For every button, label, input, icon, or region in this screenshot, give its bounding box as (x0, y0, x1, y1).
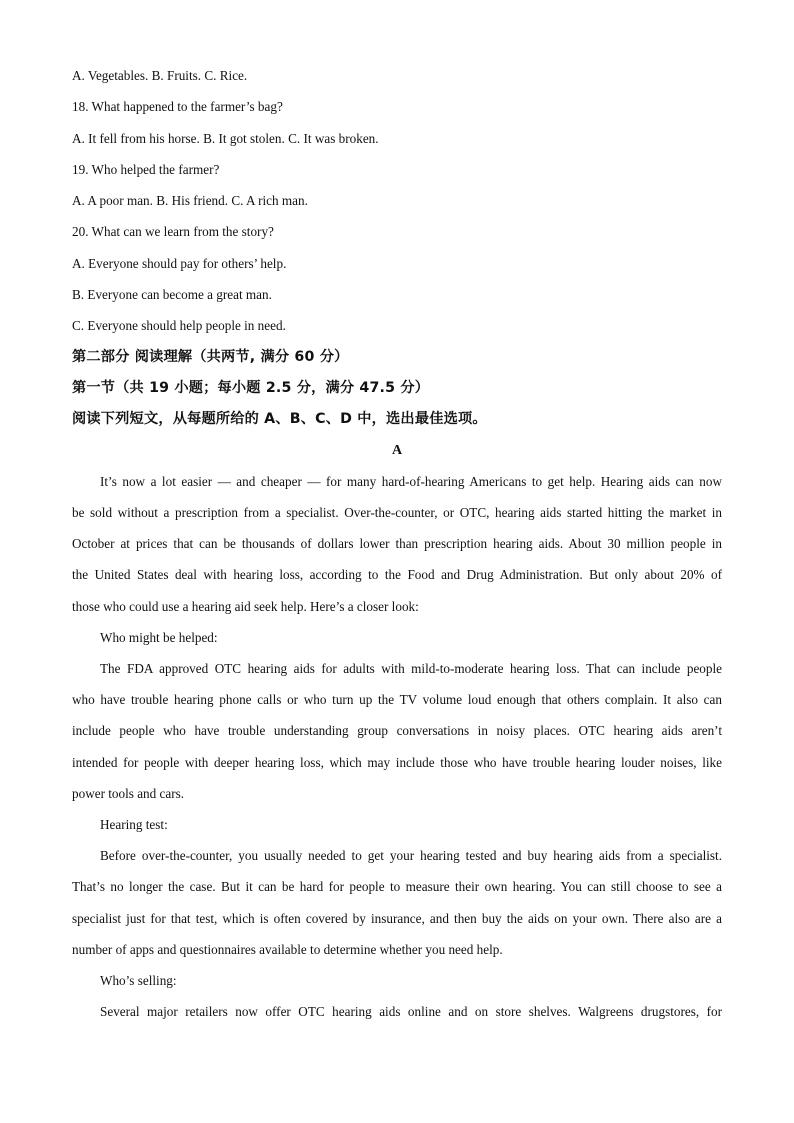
passage-line: The FDA approved OTC hearing aids for adults with mild-to-moderate hearing loss. That can include people (100, 661, 722, 676)
q17-options: A. Vegetables. B. Fruits. C. Rice. (72, 68, 248, 83)
passage-line: intended for people with deeper hearing loss, which may include those who have trouble hearing louder noises, like (72, 755, 722, 770)
passage-line: be sold without a prescription from a specialist. Over-the-counter, or OTC, hearing aids started hitting the market in (72, 505, 722, 520)
q18-question: 18. What happened to the farmer’s bag? (72, 99, 283, 114)
passage-line: who have trouble hearing phone calls or who turn up the TV volume loud enough that others complain. It also can (72, 692, 722, 707)
q20-option-c: C. Everyone should help people in need. (72, 318, 286, 333)
passage-line: the United States deal with hearing loss, according to the Food and Drug Administration. But only about 20% of (72, 567, 722, 582)
passage-line: include people who have trouble understanding group conversations in noisy places. OTC hearing aids aren’t (72, 723, 722, 738)
passage-line: Several major retailers now offer OTC hearing aids online and on store shelves. Walgreens drugstores, for (100, 1004, 722, 1019)
q18-options: A. It fell from his horse. B. It got stolen. C. It was broken. (72, 131, 379, 146)
passage-line: power tools and cars. (72, 786, 185, 801)
q20-question: 20. What can we learn from the story? (72, 224, 274, 239)
q20-option-b: B. Everyone can become a great man. (72, 287, 272, 302)
passage-line: those who could use a hearing aid seek help. Here’s a closer look: (72, 599, 419, 614)
passage-line: That’s no longer the case. But it can be hard for people to measure their own hearing. You can still choose to see a (72, 879, 722, 894)
subheading-whos-selling: Who’s selling: (100, 973, 177, 988)
passage-label: A (391, 443, 403, 458)
passage-line: Before over-the-counter, you usually needed to get your hearing tested and buy hearing aids from a specialist. (100, 848, 722, 863)
q19-question: 19. Who helped the farmer? (72, 162, 220, 177)
passage-line: specialist just for that test, which is often covered by insurance, and then buy the aids on your own. There also are a (72, 911, 722, 926)
q20-option-a: A. Everyone should pay for others’ help. (72, 256, 287, 271)
passage-line: October at prices that can be thousands of dollars lower than prescription hearing aids. About 30 million people in (72, 536, 722, 551)
q19-options: A. A poor man. B. His friend. C. A rich man. (72, 193, 308, 208)
section-one-title: 第一节（共 19 小题；每小题 2.5 分，满分 47.5 分） (72, 380, 430, 396)
passage-line: It’s now a lot easier — and cheaper — for many hard-of-hearing Americans to get help. Hearing aids can now (100, 474, 722, 489)
subheading-who-helped: Who might be helped: (100, 630, 218, 645)
passage-line: number of apps and questionnaires available to determine whether you need help. (72, 942, 503, 957)
reading-instruction: 阅读下列短文，从每题所给的 A、B、C、D 中，选出最佳选项。 (72, 411, 487, 427)
part-two-title: 第二部分 阅读理解（共两节, 满分 60 分） (72, 349, 349, 365)
subheading-hearing-test: Hearing test: (100, 817, 168, 832)
